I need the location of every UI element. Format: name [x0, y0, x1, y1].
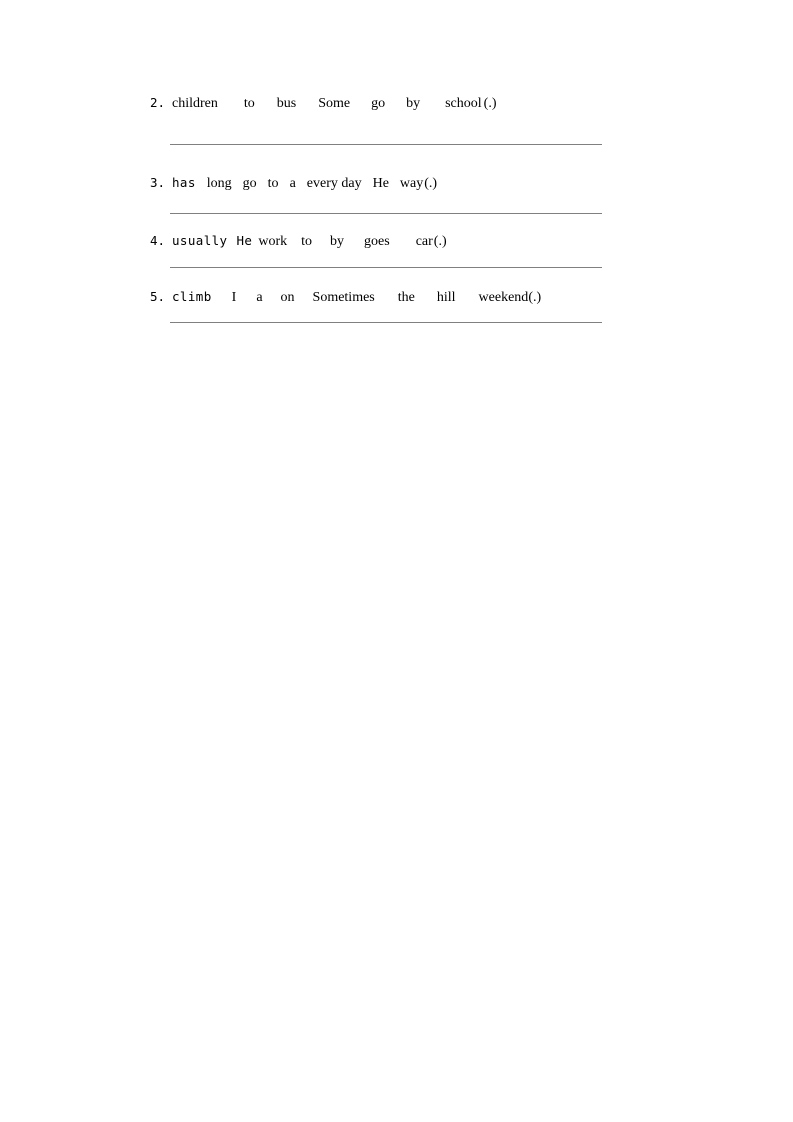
answer-line-4[interactable] [170, 267, 602, 268]
item-number-4: 4. [150, 232, 166, 248]
word: (.) [483, 96, 497, 111]
word: long [206, 175, 232, 191]
word: by [330, 233, 345, 249]
word: children [172, 96, 218, 111]
spacer [150, 307, 605, 322]
scrambled-words-4 [172, 233, 447, 251]
scrambled-words-5 [172, 289, 541, 307]
word: to [267, 175, 279, 191]
exercise-prompt-5 [150, 289, 605, 307]
word: (.) [528, 290, 542, 306]
answer-line-5[interactable] [170, 322, 602, 323]
word: on [280, 290, 295, 306]
exercise-prompt-4 [150, 233, 605, 251]
spacer [150, 145, 605, 175]
word: go [242, 175, 257, 191]
word: school [445, 96, 482, 111]
word: (.) [424, 175, 438, 191]
word: (.) [433, 233, 447, 249]
word: by [406, 96, 421, 111]
exercise-item-4 [150, 233, 605, 269]
word: a [256, 290, 263, 306]
spacer [150, 268, 605, 289]
word: hill [436, 290, 456, 306]
word: go [371, 96, 386, 111]
exercise-item-2 [150, 95, 605, 145]
scrambled-words-3 [172, 175, 437, 193]
spacer [150, 214, 605, 233]
answer-line-3[interactable] [170, 213, 602, 214]
exercise-item-5 [150, 289, 605, 323]
exercise-prompt-2 [150, 95, 605, 113]
word: Some [318, 96, 351, 111]
word: car [415, 233, 433, 249]
word: work [258, 233, 288, 249]
word: to [301, 233, 313, 249]
item-number-2: 2. [150, 95, 166, 110]
word: has [172, 174, 196, 190]
spacer [150, 250, 605, 267]
spacer [150, 113, 605, 144]
word: He [372, 175, 389, 191]
word: usually [172, 232, 228, 248]
word: to [243, 96, 255, 111]
spacer [150, 193, 605, 213]
item-number-3: 3. [150, 174, 166, 190]
word: a [289, 175, 296, 191]
word: Sometimes [312, 290, 375, 306]
word: climb [172, 289, 212, 305]
exercise-item-3 [150, 175, 605, 214]
word: I [231, 290, 237, 306]
word: way [399, 175, 424, 191]
exercise-prompt-3 [150, 175, 605, 193]
item-number-5: 5. [150, 289, 166, 305]
word: bus [276, 96, 297, 111]
answer-line-2[interactable] [170, 144, 602, 145]
word: goes [364, 233, 390, 249]
word: weekend [478, 290, 529, 306]
word: the [397, 290, 415, 306]
exercise-list [150, 95, 605, 323]
word: He [236, 232, 253, 248]
word: every day [306, 175, 362, 191]
scrambled-words-2 [172, 96, 497, 113]
